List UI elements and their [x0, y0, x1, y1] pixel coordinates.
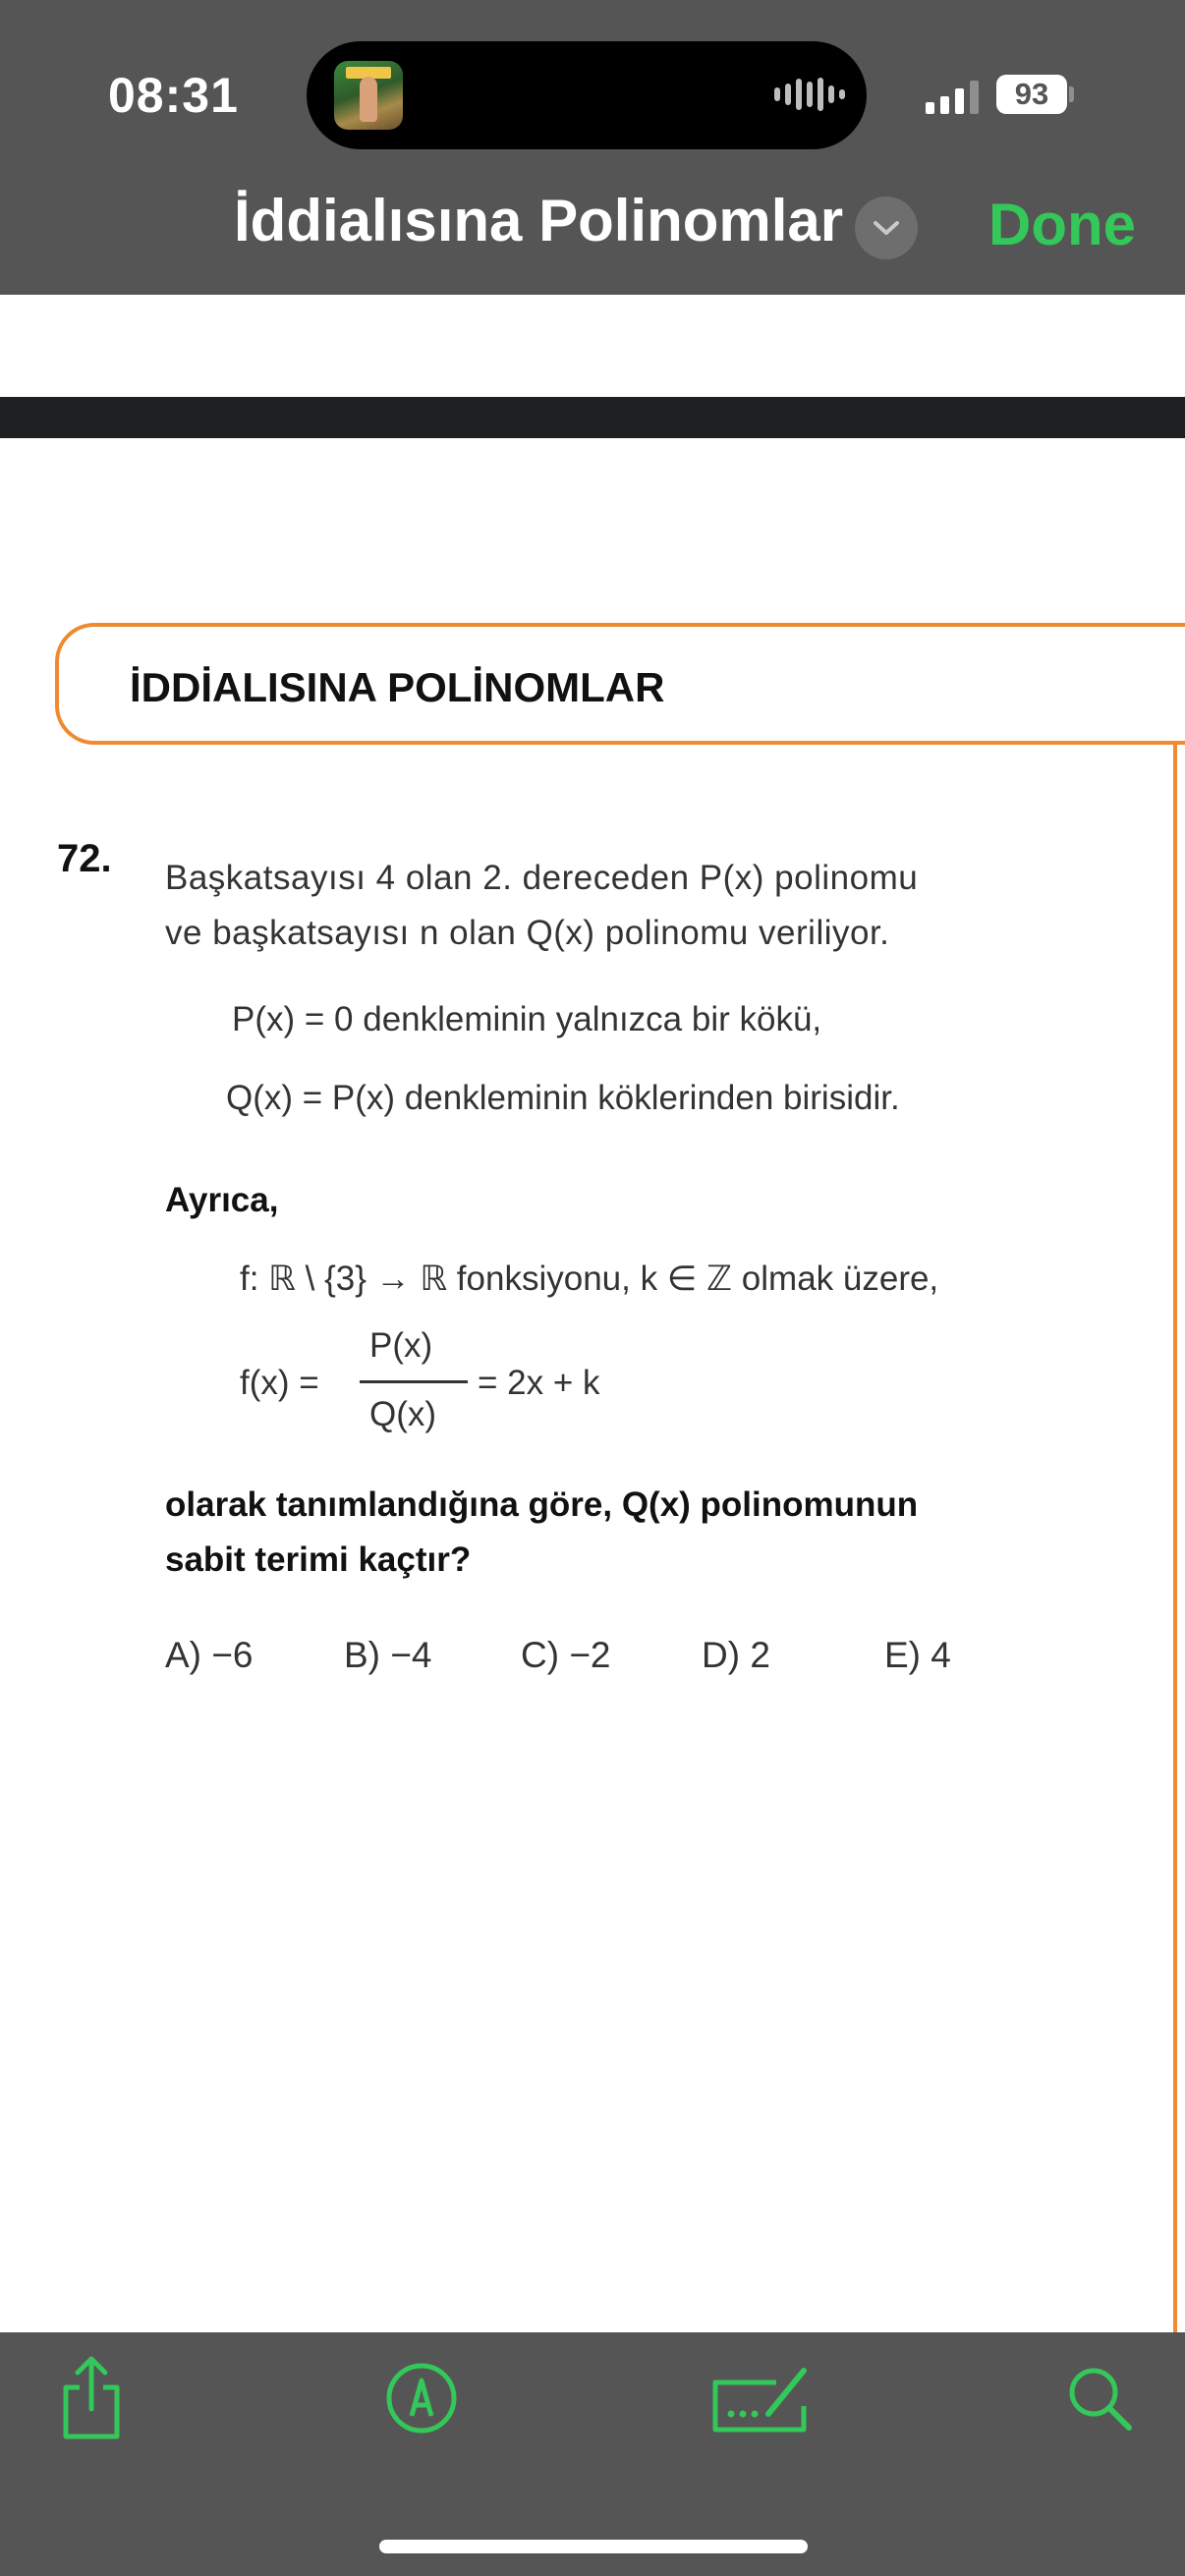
question-line-1: olarak tanımlandığına göre, Q(x) polinomunun [165, 1485, 919, 1524]
document-title[interactable]: İddialısına Polinomlar [234, 188, 844, 253]
condition-2: Q(x) = P(x) denkleminin köklerinden birisidir. [226, 1079, 900, 1117]
question-line-2: sabit terimi kaçtır? [165, 1540, 472, 1579]
option-a: A) −6 [165, 1635, 254, 1675]
title-chevron-down-icon[interactable] [855, 196, 918, 259]
formula-rhs: = 2x + k [478, 1364, 600, 1402]
condition-1: P(x) = 0 denkleminin yalnızca bir kökü, [232, 1000, 822, 1038]
dynamic-island[interactable] [307, 41, 867, 149]
option-b: B) −4 [344, 1635, 432, 1675]
section-header-title: İDDİALISINA POLİNOMLAR [130, 664, 665, 710]
answer-options [165, 1635, 1049, 1684]
cellular-signal-icon [926, 75, 979, 114]
signature-icon[interactable] [707, 2354, 816, 2442]
intro-line-2: ve başkatsayısı n olan Q(x) polinomu veriliyor. [165, 914, 890, 952]
page-border-line [1173, 745, 1177, 2336]
formula-denominator: Q(x) [369, 1395, 437, 1433]
formula-lhs: f(x) = [240, 1364, 319, 1402]
share-icon[interactable] [47, 2354, 136, 2442]
search-icon[interactable] [1055, 2354, 1144, 2442]
markup-icon[interactable] [377, 2354, 466, 2442]
status-time: 08:31 [108, 68, 239, 123]
home-indicator[interactable] [379, 2540, 808, 2553]
option-d: D) 2 [702, 1635, 770, 1675]
battery-tip [1069, 86, 1074, 102]
also-label: Ayrıca, [165, 1181, 279, 1219]
option-e: E) 4 [884, 1635, 951, 1675]
intro-line-1: Başkatsayısı 4 olan 2. dereceden P(x) polinomu [165, 859, 919, 897]
function-definition: f: ℝ \ {3} → ℝ fonksiyonu, k ∈ ℤ olmak üzere, [240, 1260, 939, 1298]
formula-numerator: P(x) [369, 1326, 433, 1365]
page-separator [0, 397, 1185, 438]
now-playing-artwork[interactable] [334, 61, 403, 130]
battery-indicator: 93 [996, 75, 1067, 114]
option-c: C) −2 [521, 1635, 611, 1675]
audio-wave-icon [774, 75, 845, 114]
question-number: 72. [57, 837, 112, 880]
done-button[interactable]: Done [988, 192, 1136, 257]
fraction-bar [360, 1380, 468, 1383]
